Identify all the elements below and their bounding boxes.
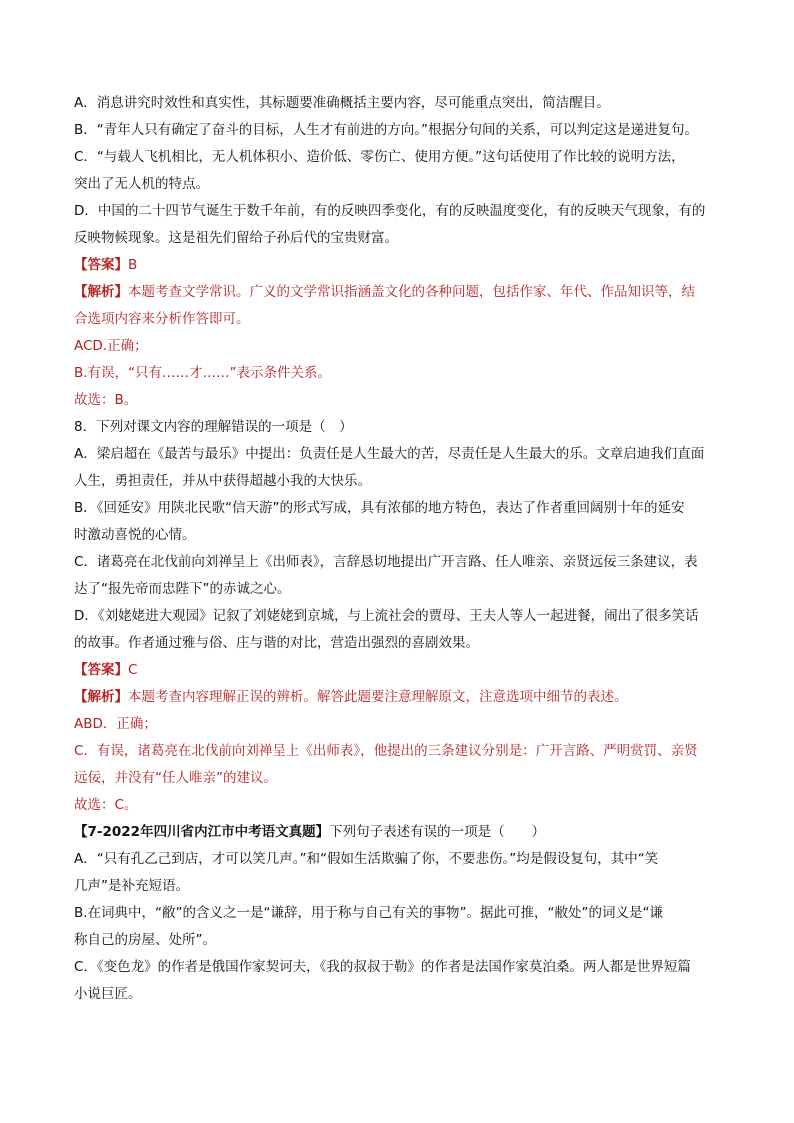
- q8-detail-4: 故选：C。: [74, 797, 138, 813]
- q7-answer: [74, 252, 724, 279]
- q8-option-b: [74, 495, 724, 549]
- q7-analysis-text-1: 本题考查文学常识。广义的文学常识指涵盖文化的各种问题，包括作家、年代、作品知识等，结: [128, 284, 695, 300]
- q7-option-c: [74, 144, 724, 198]
- q8-detail-1: ABD．正确；: [74, 716, 157, 732]
- q8-option-a: [74, 441, 724, 495]
- q7-option-c-line-2: 突出了无人机的特点。: [74, 176, 209, 192]
- q9-source: 【7-2022年四川省内江市中考语文真题】: [74, 824, 330, 840]
- q8-option-a-line-2: 人生，勇担责任，并从中获得超越小我的大快乐。: [74, 473, 371, 489]
- q7-analysis-tag: 【解析】: [74, 284, 128, 300]
- q7-detail-2: B.有误，“只有……才……”表示条件关系。: [74, 365, 332, 381]
- q7-answer-tag: 【答案】: [74, 257, 128, 273]
- q8-answer-value: C: [128, 662, 138, 678]
- q8-option-d: [74, 603, 724, 657]
- page-content: [74, 90, 724, 1008]
- q8-stem: 8．下列对课文内容的理解错误的一项是（ ）: [74, 419, 353, 435]
- q9-option-c: [74, 954, 724, 1008]
- q8-option-d-line-2: 的故事。作者通过雅与俗、庄与谐的对比，营造出强烈的喜剧效果。: [74, 635, 479, 651]
- q7-option-a-line: A．消息讲究时效性和真实性，其标题要准确概括主要内容，尽可能重点突出，简洁醒目。: [74, 95, 610, 111]
- q8-option-c-line-1: C．诸葛亮在北伐前向刘禅呈上《出师表》，言辞恳切地提出广开言路、任人唯亲、亲贤远佞三条建议，表: [74, 554, 698, 570]
- q8-detail-3: 远佞，并没有“任人唯亲”的建议。: [74, 770, 277, 786]
- q8-option-b-line-2: 时激动喜悦的心情。: [74, 527, 196, 543]
- q9-option-c-line-1: C．《变色龙》的作者是俄国作家契诃夫，《我的叔叔于勒》的作者是法国作家莫泊桑。两人都是世界短篇: [74, 959, 691, 975]
- q7-option-d: [74, 198, 724, 252]
- q7-option-b: [74, 117, 724, 144]
- q9-option-c-line-2: 小说巨匠。: [74, 986, 142, 1002]
- q9-option-a: [74, 846, 724, 900]
- q8-answer: [74, 657, 724, 684]
- q7-analysis-line-1: [74, 279, 724, 306]
- q7-analysis-line-2: 合选项内容来分析作答即可。: [74, 311, 250, 327]
- q7-option-a: [74, 90, 724, 117]
- q8-analysis-tag: 【解析】: [74, 689, 128, 705]
- q7-option-c-line-1: C．“与载人飞机相比，无人机体积小、造价低、零伤亡、使用方便。”这句话使用了作比较的说明方法，: [74, 149, 685, 165]
- q9-option-b: [74, 900, 724, 954]
- q8-option-d-line-1: D．《刘姥姥进大观园》记叙了刘姥姥到京城，与上流社会的贾母、王夫人等人一起进餐，闹出了很多笑话: [74, 608, 699, 624]
- q8-analysis-line-1: [74, 684, 724, 711]
- q7-option-d-line-2: 反映物候现象。这是祖先们留给子孙后代的宝贵财富。: [74, 230, 398, 246]
- q9-option-a-line-2: 几声”是补充短语。: [74, 878, 189, 894]
- q9-stem-line: [74, 819, 724, 846]
- q7-detail-3: 故选：B。: [74, 392, 138, 408]
- q7-detail-1: ACD.正确；: [74, 338, 148, 354]
- q9-option-a-line-1: A．“只有孔乙己到店，才可以笑几声。”和“假如生活欺骗了你，不要悲伤。”均是假设复句，其中“笑: [74, 851, 659, 867]
- q8-option-b-line-1: B．《回延安》用陕北民歌“信天游”的形式写成，具有浓郁的地方特色，表达了作者重回阔别十年的延安: [74, 500, 685, 516]
- q8-answer-tag: 【答案】: [74, 662, 128, 678]
- q9-option-b-line-1: B.在词典中，“敝”的含义之一是“谦辞，用于称与自己有关的事物”。据此可推，“敝处”的词义是“谦: [74, 905, 664, 921]
- q8-option-c-line-2: 达了“报先帝而忠陛下”的赤诚之心。: [74, 581, 291, 597]
- q9-stem: 下列句子表述有误的一项是（ ）: [329, 824, 546, 840]
- q8-option-c: [74, 549, 724, 603]
- q7-option-b-line: B．“青年人只有确定了奋斗的目标，人生才有前进的方向。”根据分句间的关系，可以判定这是递进复句。: [74, 122, 698, 138]
- q8-detail-2: C．有误，诸葛亮在北伐前向刘禅呈上《出师表》，他提出的三条建议分别是：广开言路、严明赏罚、亲贤: [74, 743, 698, 759]
- q9-option-b-line-2: 称自己的房屋、处所”。: [74, 932, 216, 948]
- q8-option-a-line-1: A．梁启超在《最苦与最乐》中提出：负责任是人生最大的苦，尽责任是人生最大的乐。文章启迪我们直面: [74, 446, 705, 462]
- q8-analysis-text-1: 本题考查内容理解正误的辨析。解答此题要注意理解原文，注意选项中细节的表述。: [128, 689, 628, 705]
- q7-answer-value: B: [128, 257, 138, 273]
- q7-option-d-line-1: D．中国的二十四节气诞生于数千年前，有的反映四季变化，有的反映温度变化，有的反映天气现象，有的: [74, 203, 706, 219]
